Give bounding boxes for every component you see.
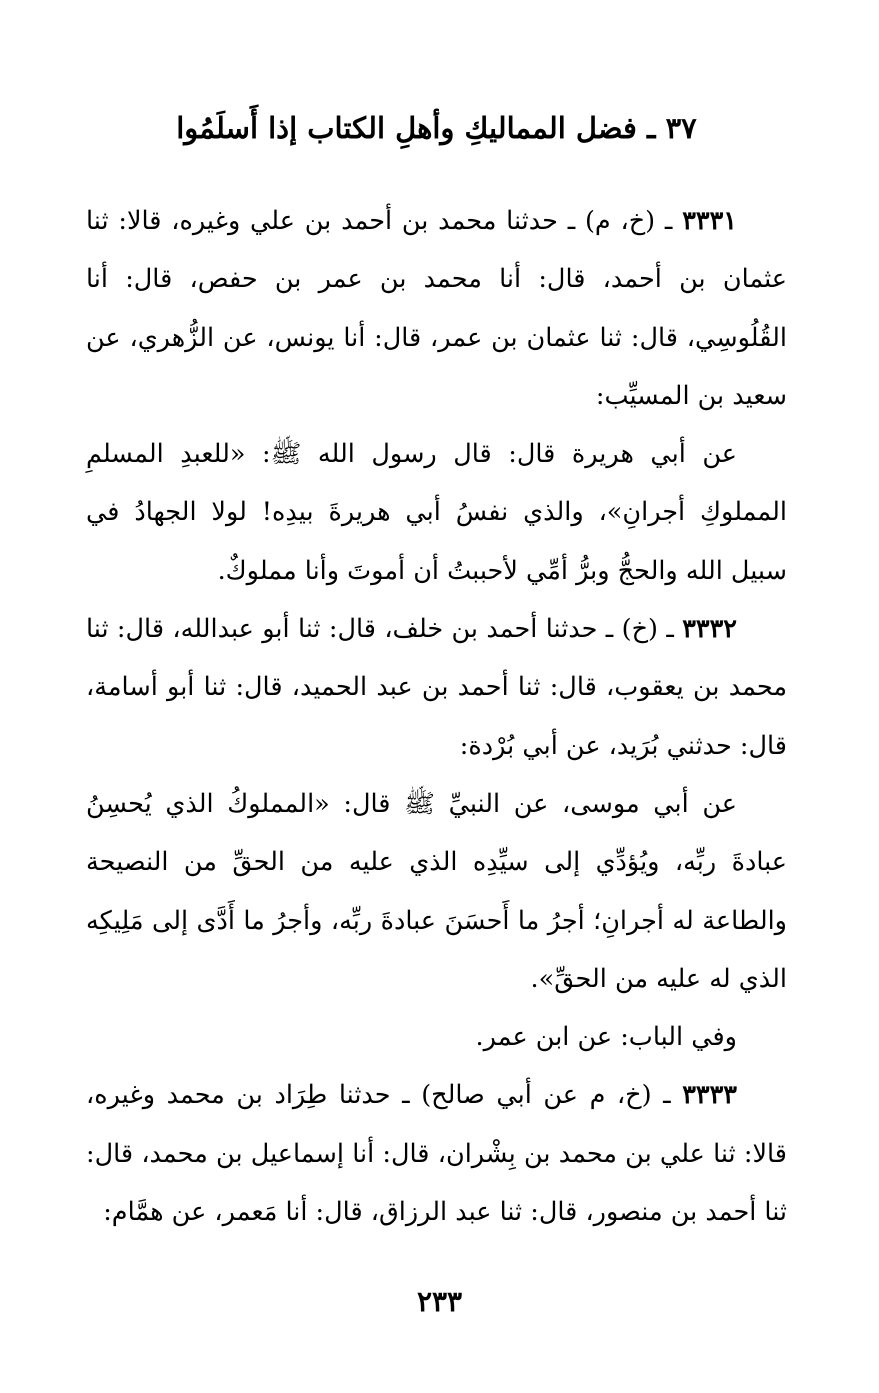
body-text xyxy=(86,192,787,1241)
hadith-text-paragraph xyxy=(86,425,787,600)
hadith-paragraph xyxy=(86,192,787,425)
hadith-text: عن أبي هريرة قال: قال رسول الله ﷺ: «للعبدِ المسلمِ المملوكِ أجرانِ»، والذي نفسُ أبي هريرةَ بيدِه! لولا الجهادُ في سبيل الله والحجُّ وبرُّ أمِّي لأحببتُ أن أموتَ وأنا مملوكٌ. xyxy=(86,439,787,586)
hadith-number: ٣٣٣١ xyxy=(682,206,737,236)
hadith-chain-text: ـ (خ، م عن أبي صالح) ـ حدثنا طِرَاد بن محمد وغيره، قالا: ثنا علي بن محمد بن بِشْران، قال: أنا إسماعيل بن محمد، قال: ثنا أحمد بن منصور، قال: ثنا عبد الرزاق، قال: أنا مَعمر، عن همَّام: xyxy=(86,1080,787,1228)
hadith-text-paragraph xyxy=(86,775,787,1008)
hadith-chain-text: ـ (خ، م) ـ حدثنا محمد بن أحمد بن علي وغيره، قالا: ثنا عثمان بن أحمد، قال: أنا محمد بن عمر بن حفص، قال: أنا القُلُوسِي، قال: ثنا عثمان بن عمر، قال: أنا يونس، عن الزُّهري، عن سعيد بن المسيِّب: xyxy=(86,206,787,411)
hadith-chain-text: ـ (خ) ـ حدثنا أحمد بن خلف، قال: ثنا أبو عبدالله، قال: ثنا محمد بن يعقوب، قال: ثنا أحمد بن عبد الحميد، قال: ثنا أبو أسامة، قال: حدثني بُرَيد، عن أبي بُرْدة: xyxy=(86,614,787,761)
chapter-title: ٣٧ ـ فضل المماليكِ وأهلِ الكتاب إذا أَسلَمُوا xyxy=(176,111,697,145)
chapter-note-paragraph xyxy=(86,1008,787,1066)
hadith-paragraph xyxy=(86,1066,787,1241)
page-number: ٢٣٣ xyxy=(416,1285,463,1318)
chapter-note-text: وفي الباب: عن ابن عمر. xyxy=(475,1022,737,1053)
hadith-number: ٣٣٣٢ xyxy=(682,614,737,645)
hadith-text: عن أبي موسى، عن النبيِّ ﷺ قال: «المملوكُ الذي يُحسِنُ عبادةَ ربِّه، ويُؤدِّي إلى سيِّدِه الذي عليه من الحقِّ من النصيحة والطاعة له أجرانِ؛ أجرُ ما أَحسَنَ عبادةَ ربِّه، وأجرُ ما أَدَّى إلى مَلِيكِه الذي له عليه من الحقِّ». xyxy=(86,788,787,994)
hadith-paragraph xyxy=(86,600,787,775)
hadith-number: ٣٣٣٣ xyxy=(682,1080,737,1111)
